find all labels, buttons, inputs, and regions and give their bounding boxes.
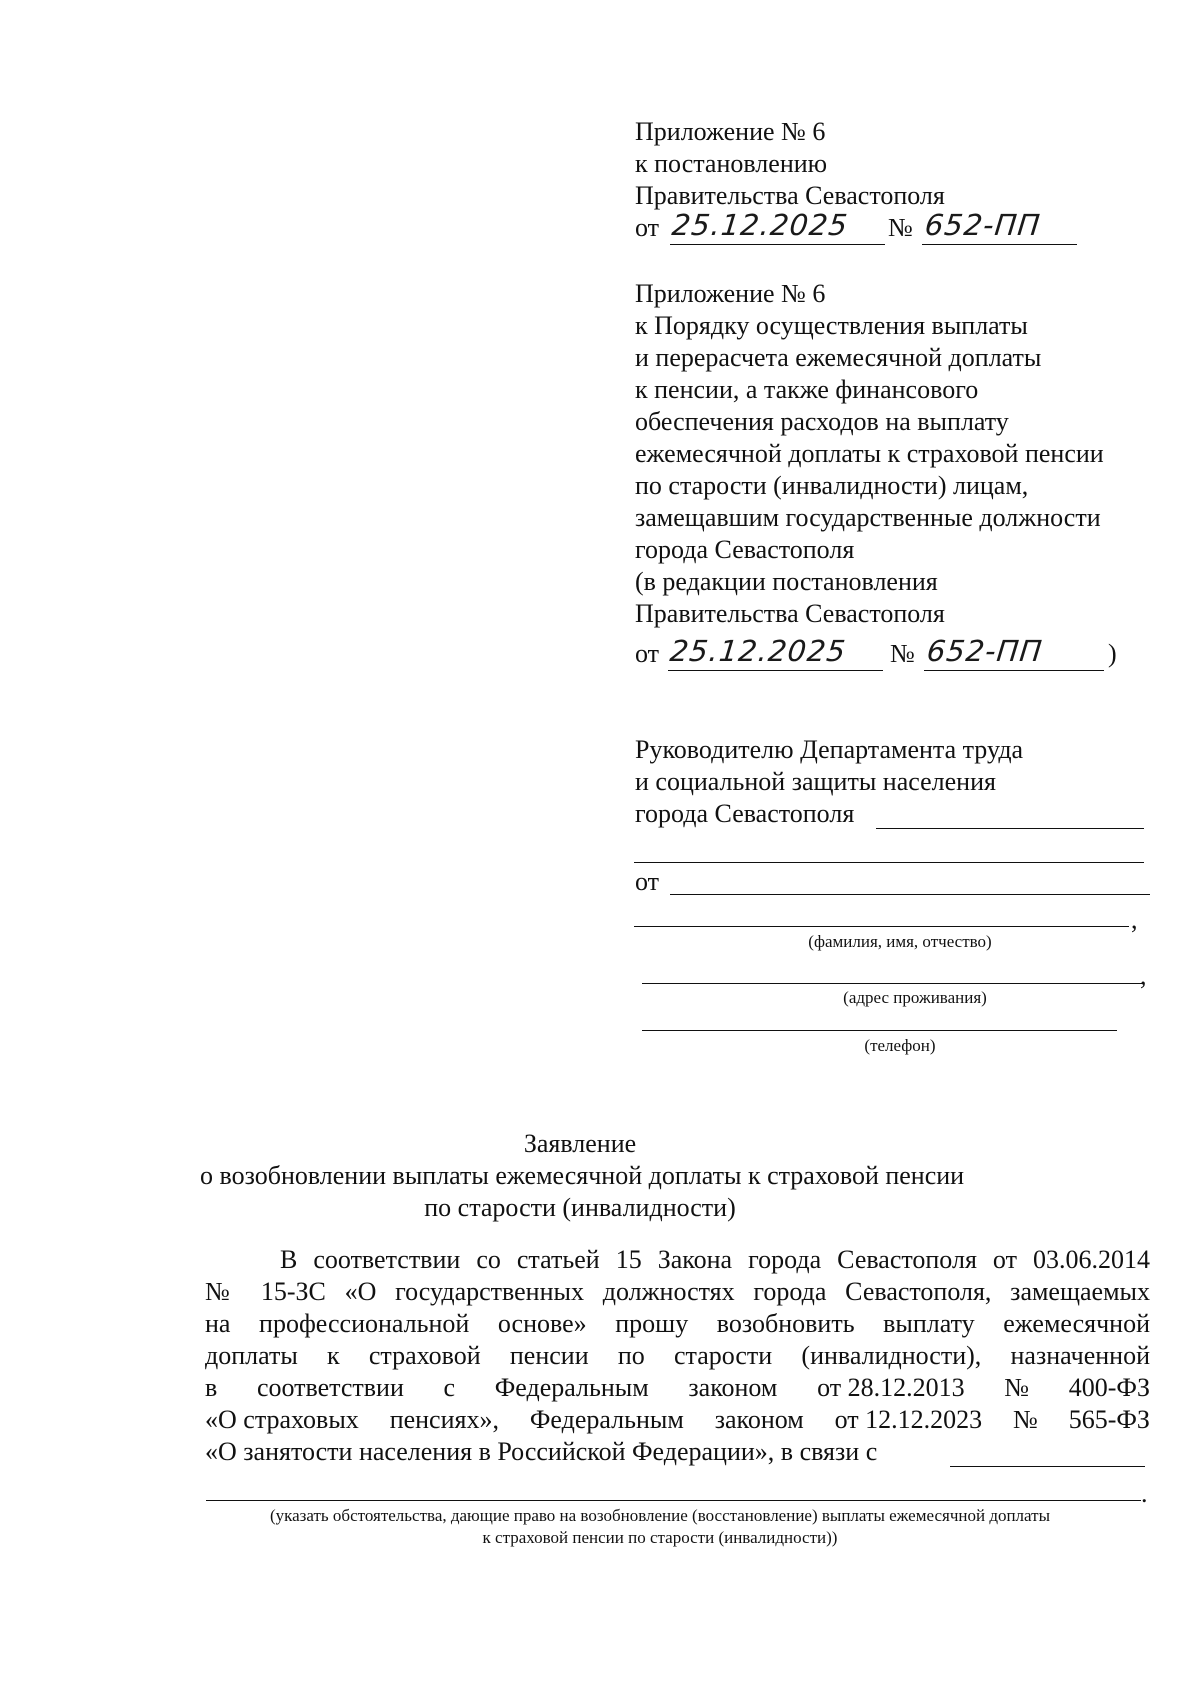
footnote-caption: (указать обстоятельства, дающие право на возобновление (восстановление) выплаты ежемесячной доплаты [269,1506,1051,1525]
body-line: на профессиональной основе» прошу возобновить выплату ежемесячной [205,1309,1150,1338]
word: Федеральным [529,1405,684,1434]
fill-line [634,862,1144,863]
handwritten-date: 25.12.2025 [668,634,848,668]
appendix-line: к пенсии, а также финансового [635,375,979,404]
addressee-line: Руководителю Департамента труда [635,735,1024,764]
addressee-line: и социальной защиты населения [635,767,996,796]
fill-line [642,983,1142,984]
fill-line [634,926,1129,927]
handwritten-number: 652-ПП [925,634,1045,668]
word: пенсиях», [389,1405,499,1434]
number-underline [922,244,1077,245]
appendix-line: города Севастополя [635,535,855,564]
handwritten-date: 25.12.2025 [670,208,850,242]
word: законом [688,1373,778,1402]
appendix-line: замещавшим государственные должности [635,503,1101,532]
body-line: «О занятости населения в Российской Федерации», в связи с [205,1437,878,1466]
body-line: доплаты к страховой пенсии по старости (инвалидности), назначенной [205,1341,1150,1370]
period: . [1141,1479,1148,1508]
body-line-spaced [205,1372,1150,1404]
appendix-title: Приложение № 6 [635,117,826,146]
addressee-line: города Севастополя [635,799,855,828]
word: с [443,1373,456,1402]
number-sign: № [888,213,913,242]
word: № [1004,1373,1030,1402]
appendix-line: к Порядку осуществления выплаты [635,311,1028,340]
word: от 12.12.2023 [834,1405,983,1434]
caption-full-name: (фамилия, имя, отчество) [808,932,992,951]
appendix-line: обеспечения расходов на выплату [635,407,1009,436]
appendix-ot-label: от [635,639,660,668]
appendix-ot-label: от [635,213,660,242]
body-line-spaced [205,1404,1150,1436]
word: от 28.12.2013 [817,1373,965,1402]
comma: , [1131,905,1138,934]
word: в [205,1373,218,1402]
comma: , [1140,961,1147,990]
fill-line [670,894,1150,895]
appendix-line: по старости (инвалидности) лицам, [635,471,1029,500]
statement-subtitle: по старости (инвалидности) [424,1193,736,1222]
handwritten-number: 652-ПП [923,208,1043,242]
word: 565-ФЗ [1068,1405,1150,1434]
fill-line [642,1030,1117,1031]
appendix-line: ежемесячной доплаты к страховой пенсии [635,439,1104,468]
date-underline [670,244,885,245]
statement-subtitle: о возобновлении выплаты ежемесячной доплаты к страховой пенсии [200,1161,965,1190]
body-line: № 15-ЗС «О государственных должностях города Севастополя, замещаемых [205,1277,1150,1306]
word: соответствии [256,1373,404,1402]
appendix-line: к постановлению [635,149,828,178]
fill-line [876,828,1144,829]
from-label: от [635,867,660,896]
word: 400-ФЗ [1068,1373,1150,1402]
appendix-line: (в редакции постановления [635,567,938,596]
appendix-line: Правительства Севастополя [635,181,945,210]
date-underline [668,670,883,671]
appendix-line: Правительства Севастополя [635,599,945,628]
caption-address: (адрес проживания) [843,988,987,1007]
body-line: В соответствии со статьей 15 Закона города Севастополя от 03.06.2014 [280,1245,1150,1274]
word: № [1013,1405,1038,1434]
closing-parenthesis: ) [1108,639,1117,668]
appendix-line: и перерасчета ежемесячной доплаты [635,343,1042,372]
footnote-caption: к страховой пенсии по старости (инвалидности)) [482,1528,838,1547]
word: законом [714,1405,804,1434]
statement-title: Заявление [523,1129,637,1158]
word: «О страховых [205,1405,359,1434]
word: Федеральным [494,1373,649,1402]
number-sign: № [890,639,915,668]
appendix-title: Приложение № 6 [635,279,826,308]
fill-line [206,1500,1141,1501]
caption-phone: (телефон) [864,1036,936,1055]
number-underline [924,670,1104,671]
fill-line [950,1466,1145,1467]
